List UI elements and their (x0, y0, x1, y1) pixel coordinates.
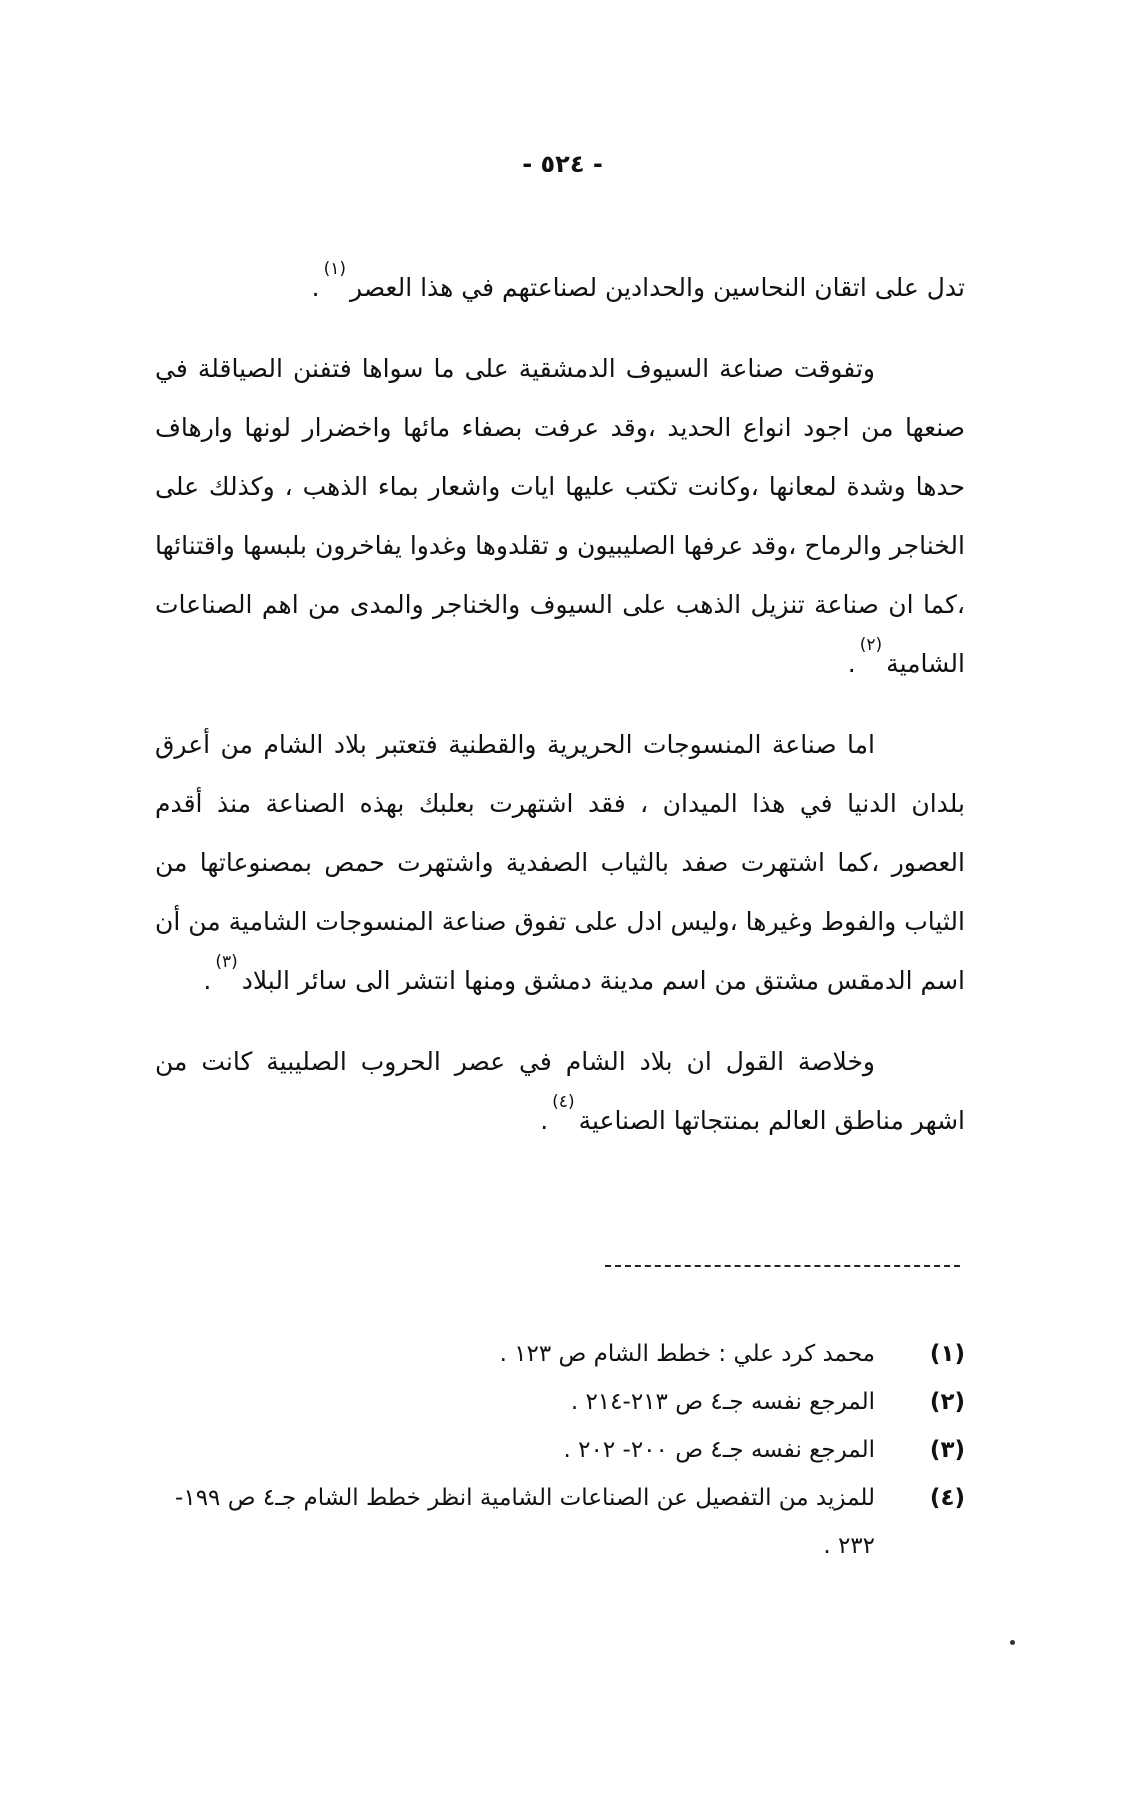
footnote-number: (٤) (929, 1485, 965, 1511)
footnote-text: محمد كرد علي : خطط الشام ص ١٢٣ . (499, 1341, 875, 1367)
paragraph-text: اما صناعة المنسوجات الحريرية والقطنية فتعتبر بلاد الشام من أعرق بلدان الدنيا في هذا الميدان ، فقد اشتهرت بعلبك بهذه الصناعة منذ أقدم العصور ،كما اشتهرت صفد بالثياب الصفدية واشتهرت حمص بمصنوعاتها من الثياب والفوط وغيرها ،وليس ادل على تفوق صناعة المنسوجات الشامية من أن اسم الدمقس مشتق من اسم مدينة دمشق ومنها انتشر الى سائر البلاد (155, 730, 965, 995)
footnote-text: للمزيد من التفصيل عن الصناعات الشامية انظر خطط الشام جـ٤ ص ١٩٩- ٢٣٢ . (175, 1485, 875, 1559)
paragraph-1 (155, 258, 965, 317)
paragraph-2 (155, 339, 965, 693)
footnote-item (155, 1426, 965, 1474)
paragraph-3 (155, 715, 965, 1010)
paragraph-text: وتفوقت صناعة السيوف الدمشقية على ما سواها فتفنن الصياقلة في صنعها من اجود انواع الحديد ،وقد عرفت بصفاء مائها واخضرار لونها وارهاف حدها وشدة لمعانها ،وكانت تكتب عليها ايات واشعار بماء الذهب ، وكذلك على الخناجر والرماح ،وقد عرفها الصليبيون و تقلدوها وغدوا يفاخرون بلبسها واقتنائها ،كما ان صناعة تنزيل الذهب على السيوف والخناجر والمدى من اهم الصناعات الشامية (155, 354, 965, 678)
footnote-item (155, 1474, 965, 1570)
footnote-ref-2: (٢) (859, 635, 883, 655)
body-text (155, 258, 965, 1172)
paragraph-text: تدل على اتقان النحاسين والحدادين لصناعتهم في هذا العصر (350, 273, 965, 302)
footnote-ref-1: (١) (323, 259, 347, 279)
footnote-number: (١) (929, 1341, 965, 1367)
paragraph-end: . (311, 273, 320, 302)
footnote-item (155, 1378, 965, 1426)
footnote-item (155, 1330, 965, 1378)
footnote-text: المرجع نفسه جـ٤ ص ٢١٣-٢١٤ . (570, 1389, 875, 1415)
paragraph-end: . (203, 966, 212, 995)
paragraph-text: وخلاصة القول ان بلاد الشام في عصر الحروب الصليبية كانت من اشهر مناطق العالم بمنتجاتها الصناعية (155, 1047, 965, 1135)
footnote-number: (٢) (929, 1389, 965, 1415)
paragraph-4 (155, 1032, 965, 1150)
footnote-text: المرجع نفسه جـ٤ ص ٢٠٠- ٢٠٢ . (563, 1437, 875, 1463)
footnotes (155, 1330, 965, 1570)
page-number: - ٥٢٤ - (522, 150, 603, 178)
scan-speck (1010, 1640, 1015, 1645)
paragraph-end: . (847, 649, 856, 678)
footnote-number: (٣) (929, 1437, 965, 1463)
footnote-ref-3: (٣) (215, 952, 238, 972)
footnote-divider (605, 1265, 960, 1267)
paragraph-end: . (540, 1106, 549, 1135)
footnote-ref-4: (٤) (552, 1092, 575, 1112)
